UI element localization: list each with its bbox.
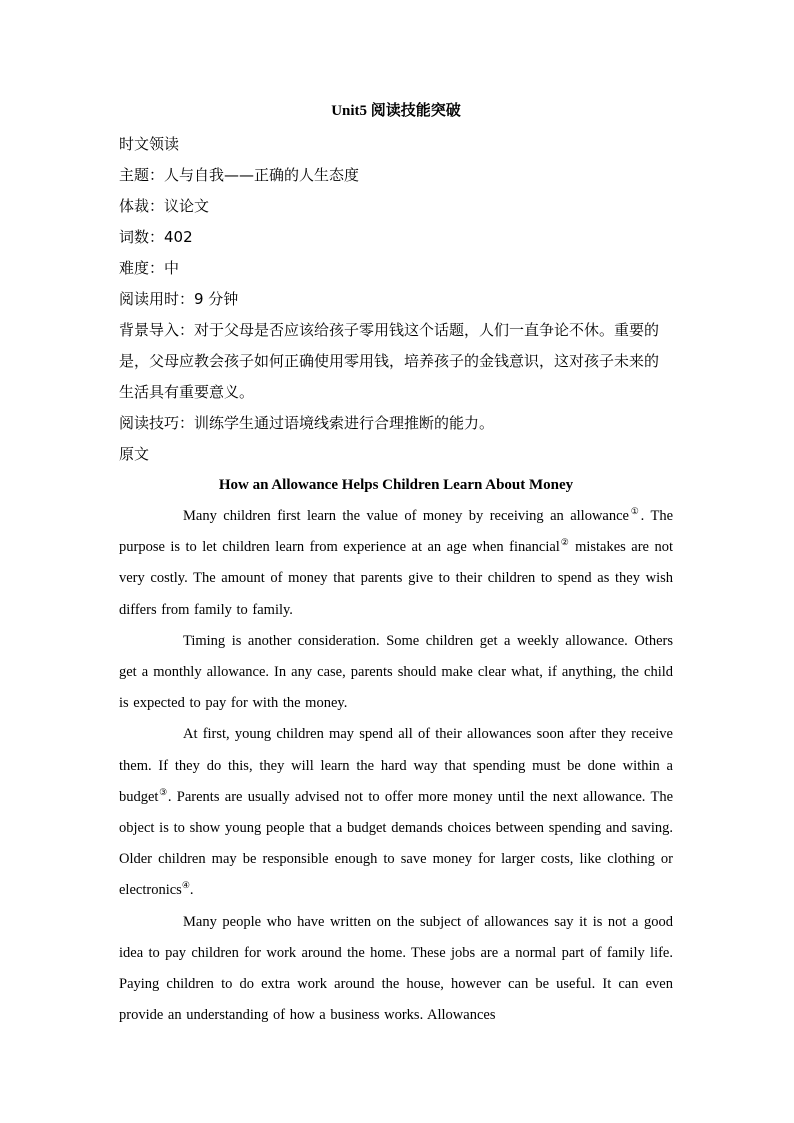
- paragraph-1-text-b: . The purpose is to let children learn from experience at an age when financial: [119, 508, 674, 556]
- article-paragraph-4: Many people who have written on the subject of allowances say it is not a good idea to pay children for work around the home. These jobs are a normal part of family life. Paying children to do extra work around the house, however can be useful. It can even provide an understanding of how a business works. Allowances: [119, 913, 673, 1024]
- document-page: [119, 98, 673, 1031]
- paragraph-3-text-b: . Parents are usually advised not to offer more money until the next allowance. The object is to show young people that a budget demands choices between spending and saving. Older children may be responsible enough to save money for larger costs, like clothing or electronics: [119, 788, 674, 899]
- original-text-label: 原文: [119, 445, 150, 463]
- footnote-mark-2: ②: [559, 537, 570, 548]
- footnote-mark-1: ①: [628, 506, 641, 516]
- article-title: How an Allowance Helps Children Learn About Money: [218, 477, 574, 493]
- paragraph-3-text-c: .: [189, 882, 194, 899]
- article-paragraph-3: [119, 719, 673, 906]
- difficulty-line: 难度：中: [119, 259, 180, 277]
- reading-skill-line: 阅读技巧：训练学生通过语境线索进行合理推断的能力。: [119, 414, 495, 432]
- document-title: Unit5 阅读技能突破: [331, 103, 461, 119]
- paragraph-1-text-a: Many children first learn the value of money by receiving an allowance: [183, 508, 629, 524]
- paragraph-1-text-c: mistakes are not very costly. The amount of money that parents give to their children to spend as they wish differs from family to family.: [119, 539, 673, 618]
- section-label: 时文领读: [119, 135, 180, 153]
- genre-line: 体裁：议论文: [119, 197, 210, 215]
- footnote-mark-4: ④: [181, 880, 190, 891]
- theme-line: 主题：人与自我——正确的人生态度: [119, 166, 360, 184]
- paragraph-3-text-a: At first, young children may spend all of their allowances soon after they receive them. If they do this, they will learn the hard way that spending must be done within a budget: [119, 726, 673, 805]
- footnote-mark-3: ③: [158, 786, 168, 797]
- background-paragraph: 背景导入：对于父母是否应该给孩子零用钱这个话题，人们一直争论不休。重要的是，父母应教会孩子如何正确使用零用钱，培养孩子的金钱意识，这对孩子未来的生活具有重要意义。: [119, 321, 660, 401]
- word-count-line: 词数：402: [119, 228, 193, 246]
- article-paragraph-2: Timing is another consideration. Some children get a weekly allowance. Others get a monthly allowance. In any case, parents should make clear what, if anything, the child is expected to pay for with the money.: [119, 632, 673, 712]
- article-paragraph-1: [119, 501, 673, 626]
- reading-time-line: 阅读用时：9 分钟: [119, 290, 239, 308]
